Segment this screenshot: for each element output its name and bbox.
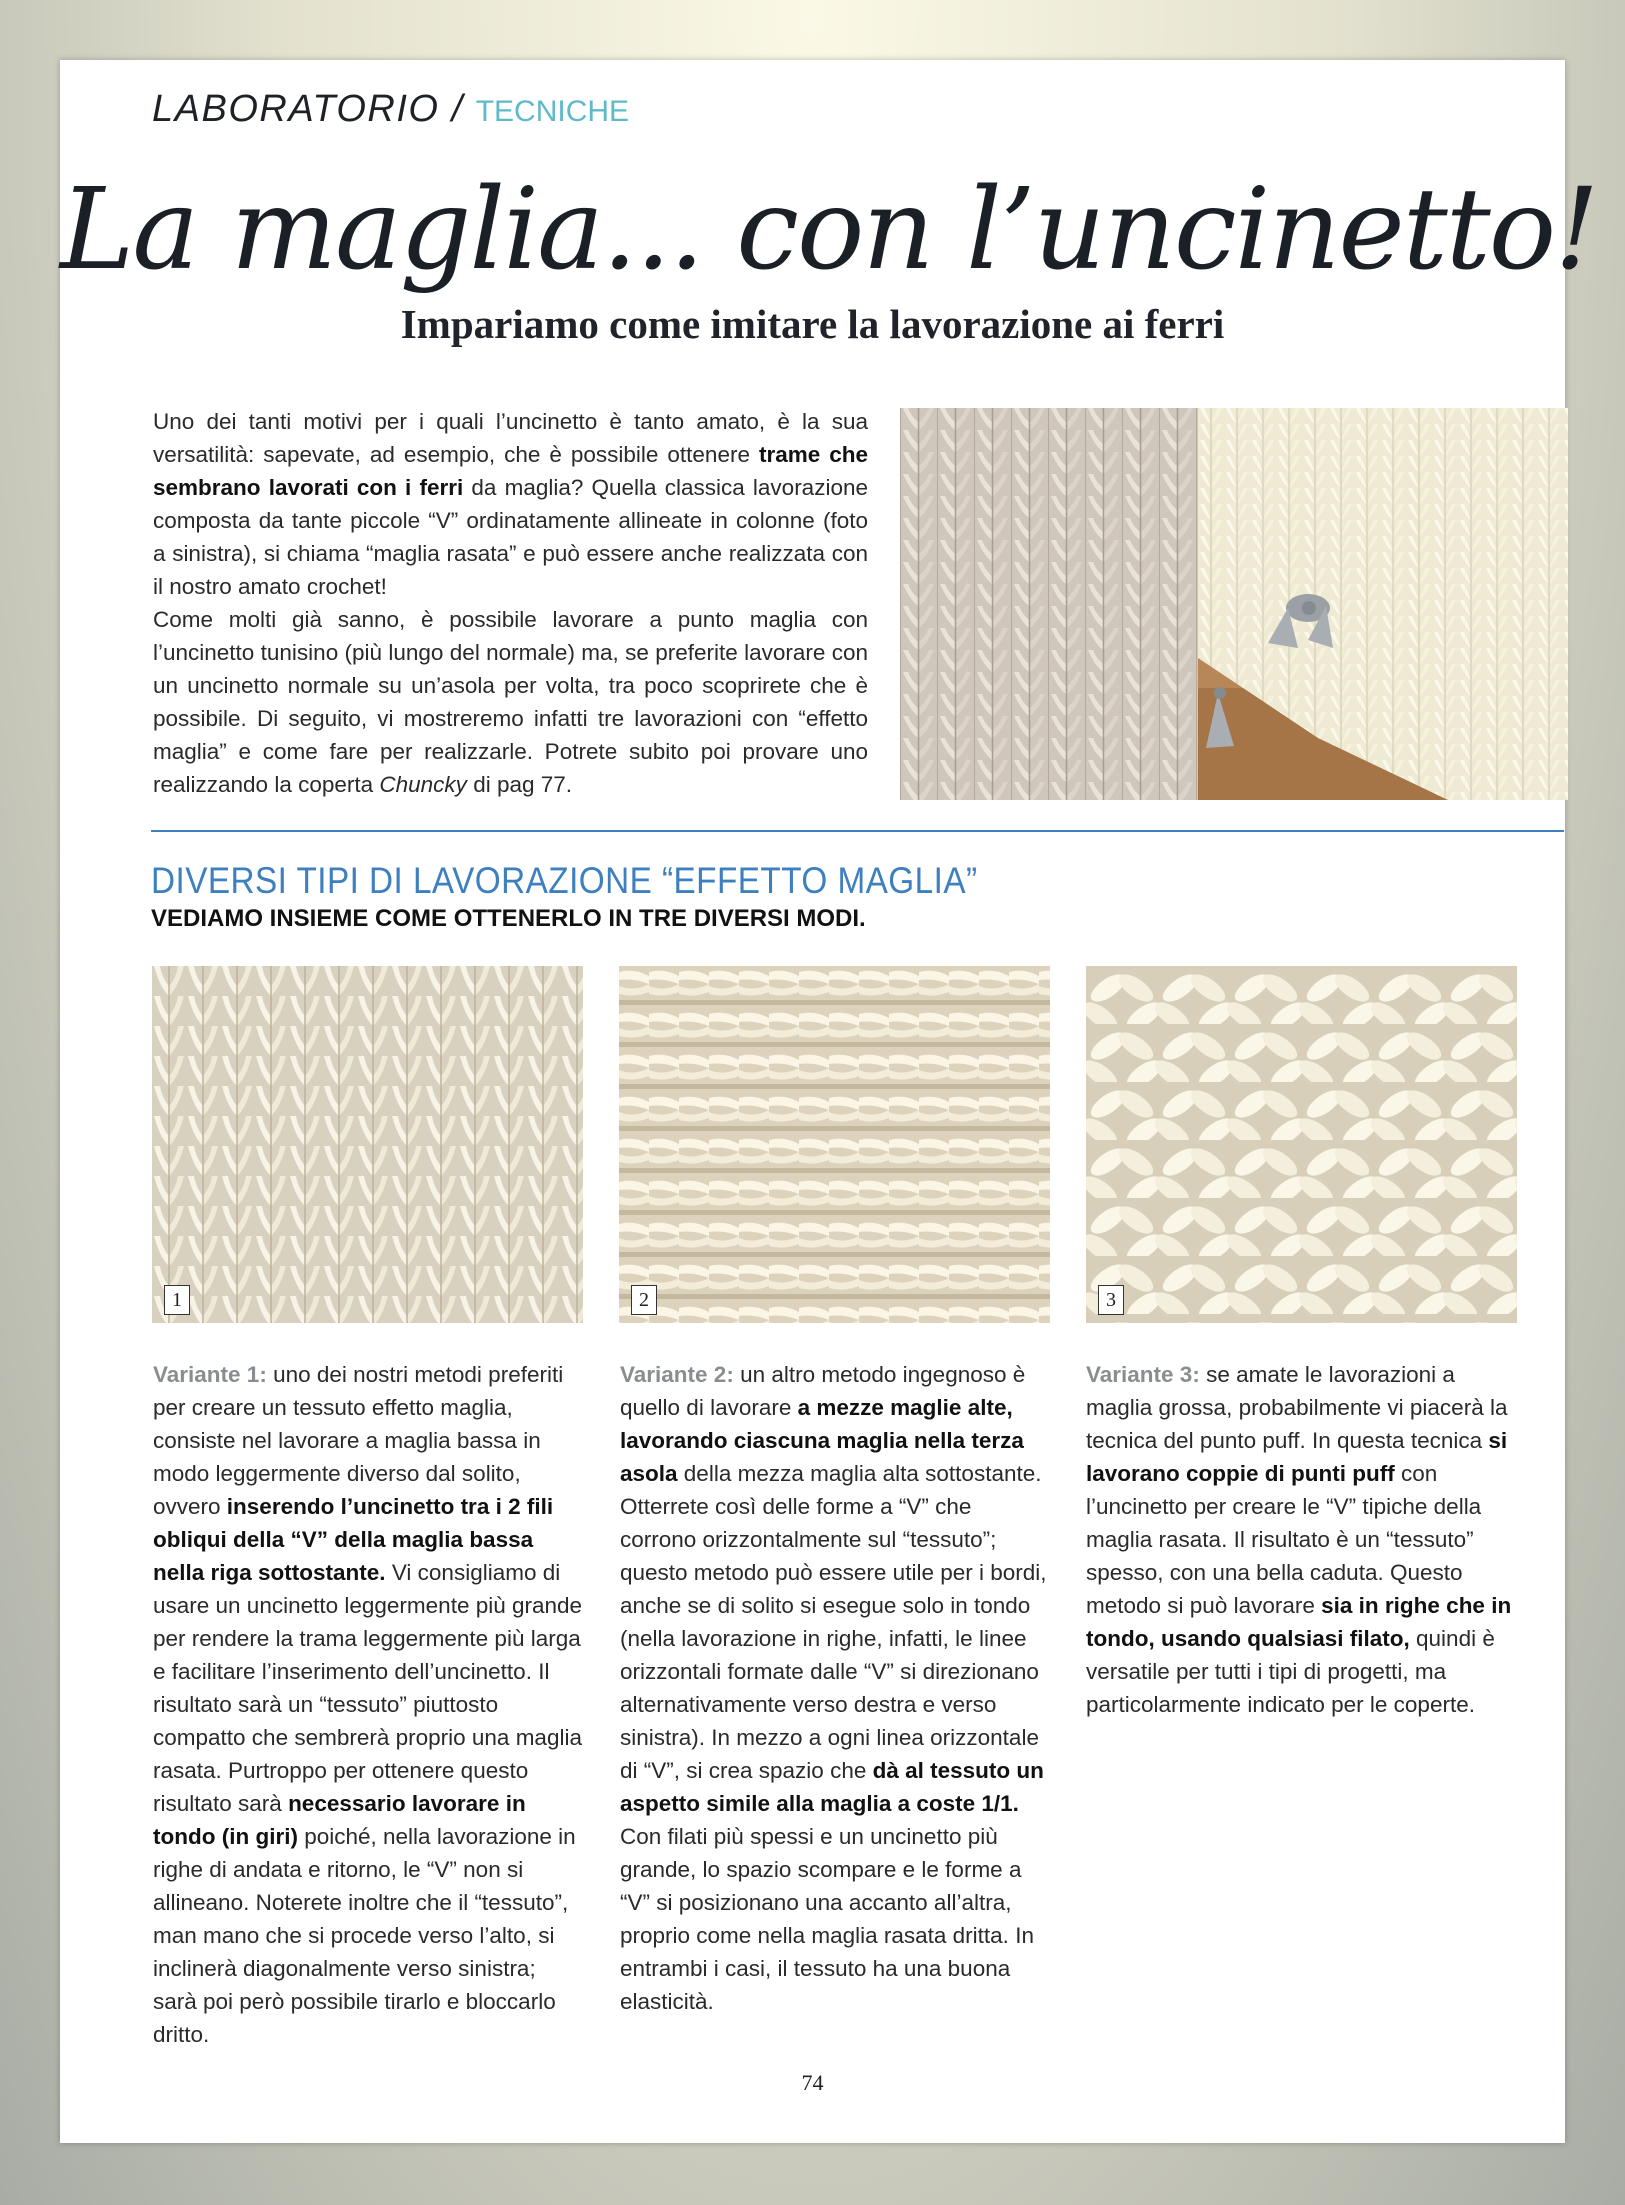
- variant-text: poiché, nella lavorazione in righe di andata e ritorno, le “V” non si allineano. Noterete inoltre che il “tessuto”, man mano che si procede verso l’alto, si inclinerà diagonalmente verso sinistra; sarà poi però possibile tirarlo e bloccarlo dritto.: [153, 1824, 576, 2047]
- blanket-photo: [1198, 408, 1568, 800]
- variant-label: Variante 3:: [1086, 1362, 1200, 1387]
- section-label: [152, 88, 629, 131]
- intro-text: Uno dei tanti motivi per i quali l’uncinetto è tanto amato, è la sua versatilità: sapevate, ad esempio, che è possibile ottenere: [153, 409, 868, 467]
- variant-text: se amate le lavorazioni a maglia grossa, probabilmente vi piacerà la tecnica del punto puff. In questa tecnica: [1086, 1362, 1508, 1453]
- variant-bold: dà al tessuto un aspetto simile alla maglia a coste 1/1.: [620, 1758, 1044, 1816]
- intro-paragraph: [153, 405, 868, 801]
- intro-italic: Chuncky: [379, 772, 467, 797]
- variant-text: Vi consigliamo di usare un uncinetto leggermente più grande per rendere la trama leggermente più larga e facilitare l’inserimento dell’uncinetto. Il risultato sarà un “tessuto” piuttosto compatto che sembrerà proprio una maglia rasata. Purtroppo per ottenere questo risultato sarà: [153, 1560, 583, 1816]
- page-title: La maglia... con l’uncinetto!: [60, 165, 1598, 295]
- variant-text: quindi è versatile per tutti i tipi di progetti, ma particolarmente indicato per le coperte.: [1086, 1626, 1495, 1717]
- intro-bold: trame che sembrano lavorati con i ferri: [153, 442, 868, 500]
- swatch-photo-1: [152, 966, 583, 1323]
- variant-text: con l’uncinetto per creare le “V” tipiche della maglia rasata. Il risultato è un “tessuto” spesso, con una bella caduta. Questo metodo si può lavorare: [1086, 1461, 1482, 1618]
- variant-text: Con filati più spessi e un uncinetto più grande, lo spazio scompare e le forme a “V” si posizionano una accanto all’altra, proprio come nella maglia rasata dritta. In entrambi i casi, il tessuto ha una buona elasticità.: [620, 1824, 1034, 2014]
- section-heading: DIVERSI TIPI DI LAVORAZIONE “EFFETTO MAGLIA”: [151, 860, 978, 901]
- variant-bold: sia in righe che in tondo, usando qualsiasi filato,: [1086, 1593, 1512, 1651]
- variant-bold: a mezze maglie alte, lavorando ciascuna maglia nella terza asola: [620, 1395, 1024, 1486]
- swatch-photo-2: [619, 966, 1050, 1323]
- variant-text: un altro metodo ingegnoso è quello di lavorare: [620, 1362, 1026, 1420]
- variant-text: uno dei nostri metodi preferiti per creare un tessuto effetto maglia, consiste nel lavorare a maglia bassa in modo leggermente diverso dal solito, ovvero: [153, 1362, 564, 1519]
- swatch-number-3: 3: [1098, 1285, 1124, 1315]
- variant-bold: si lavorano coppie di punti puff: [1086, 1428, 1508, 1486]
- variant-text: della mezza maglia alta sottostante. Otterrete così delle forme a “V” che corrono orizzontalmente sul “tessuto”; questo metodo può essere utile per i bordi, anche se di solito si esegue solo in tondo (nella lavorazione in righe, infatti, le linee orizzontali formate dalle “V” si direzionano alternativamente verso destra e verso sinistra). In mezzo a ogni linea orizzontale di “V”, si crea spazio che: [620, 1461, 1047, 1783]
- intro-text: da maglia? Quella classica lavorazione composta da tante piccole “V” ordinatamente allineate in colonne (foto a sinistra), si chiama “maglia rasata” e può essere anche realizzata con il nostro amato crochet!: [153, 475, 868, 599]
- swatch-number-1: 1: [164, 1285, 190, 1315]
- variant-bold: necessario lavorare in tondo (in giri): [153, 1791, 526, 1849]
- section-divider: [151, 830, 1564, 832]
- stockinette-photo: [900, 408, 1231, 800]
- intro-text: Come molti già sanno, è possibile lavorare a punto maglia con l’uncinetto tunisino (più lungo del normale) ma, se preferite lavorare con un uncinetto normale su un’asola per volta, tra poco scoprirete che è possibile. Di seguito, vi mostreremo infatti tre lavorazioni con “effetto maglia” e come fare per realizzarle. Potrete subito poi provare uno realizzando la coperta: [153, 607, 868, 797]
- magazine-page: [60, 60, 1598, 2143]
- category-separator: /: [451, 88, 464, 130]
- variant-1-text: [153, 1358, 583, 2051]
- swatch-photo-3: [1086, 966, 1517, 1323]
- subcategory-label: TECNICHE: [475, 95, 630, 128]
- intro-text: di pag 77.: [466, 772, 573, 797]
- variant-2-text: [620, 1358, 1050, 2018]
- category-label: LABORATORIO: [152, 88, 440, 130]
- section-subheading: VEDIAMO INSIEME COME OTTENERLO IN TRE DIVERSI MODI.: [151, 905, 866, 932]
- variant-label: Variante 2:: [620, 1362, 734, 1387]
- page-subtitle: Impariamo come imitare la lavorazione ai ferri: [400, 301, 1225, 347]
- variant-bold: inserendo l’uncinetto tra i 2 fili obliqui della “V” della maglia bassa nella riga sottostante.: [153, 1494, 554, 1585]
- variant-label: Variante 1:: [153, 1362, 267, 1387]
- swatch-number-2: 2: [631, 1285, 657, 1315]
- page-number: 74: [801, 2070, 824, 2095]
- variant-3-text: [1086, 1358, 1516, 1721]
